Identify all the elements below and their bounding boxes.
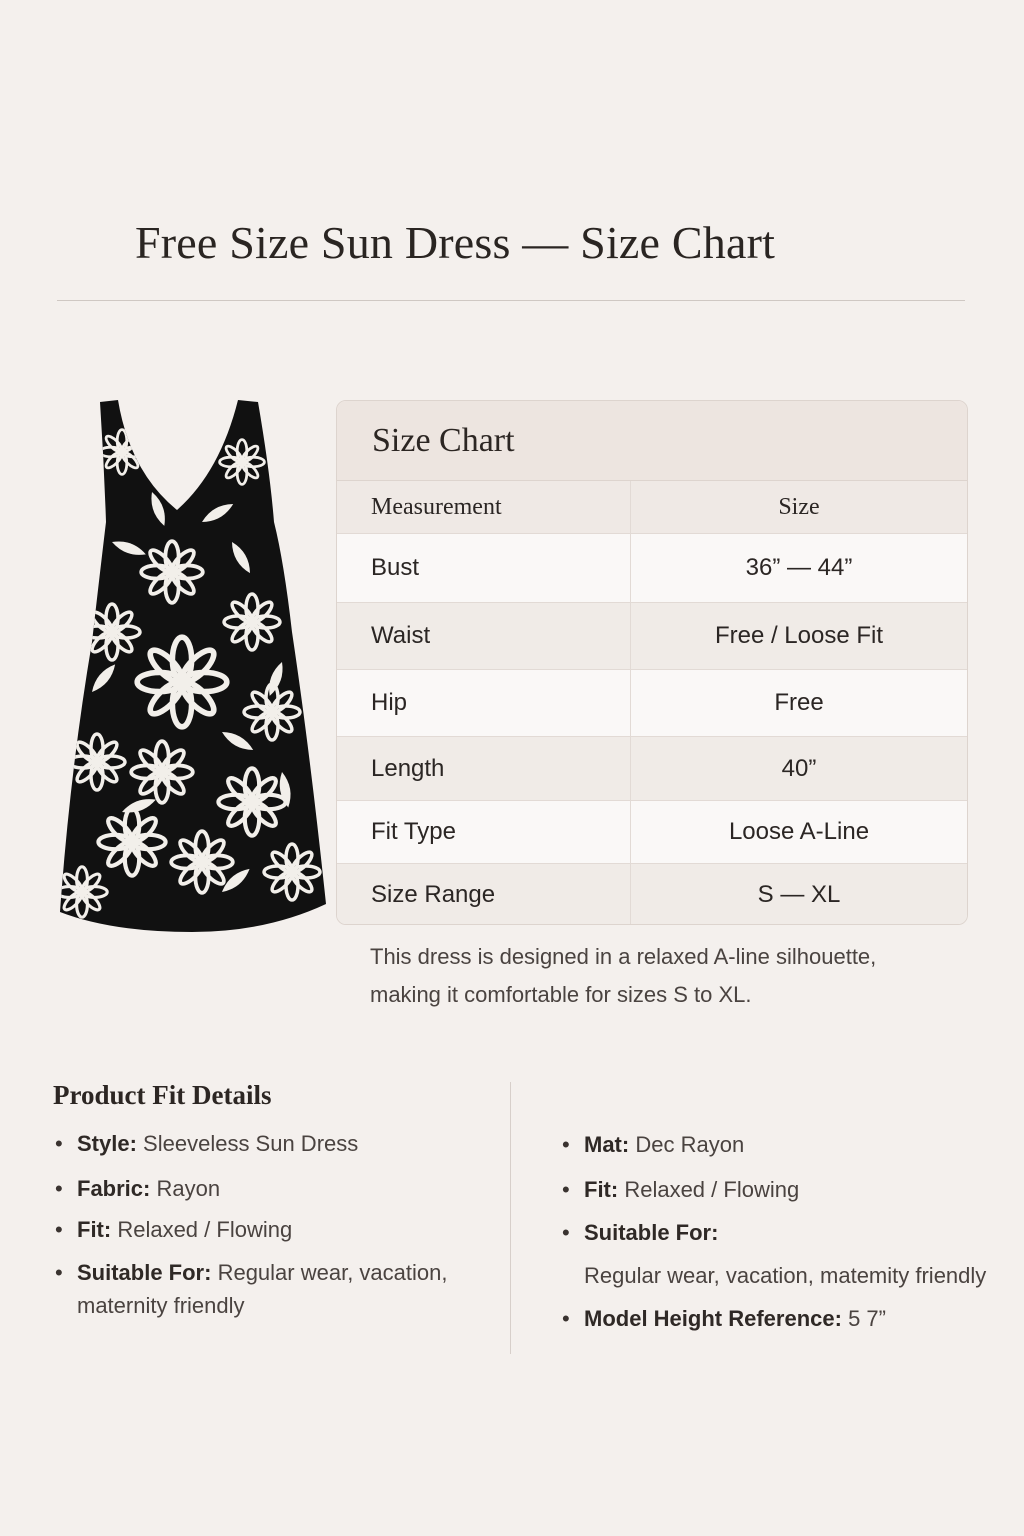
size-chart-title: Size Chart [372,421,515,459]
list-item [562,1302,886,1335]
detail-key: Model Height Reference: [584,1306,842,1331]
title-divider [57,300,965,301]
list-item [55,1213,293,1246]
size-cell: 40” [781,754,817,782]
table-row [337,801,967,864]
fit-note-line: making it comfortable for sizes S to XL. [370,982,752,1007]
table-row [337,737,967,801]
list-item [55,1256,448,1289]
fit-details-title: Product Fit Details [53,1080,272,1110]
detail-key: Fabric: [77,1176,151,1201]
fit-note [370,938,970,1014]
size-cell: Free / Loose Fit [714,622,884,649]
list-item-continuation [77,1289,245,1322]
list-item [562,1173,800,1206]
detail-key: Suitable For: [77,1260,212,1285]
table-row [337,603,967,670]
list-item [562,1216,719,1249]
measurement-cell: Fit Type [337,801,631,863]
bullet-icon: • [55,1176,63,1201]
size-chart-header [337,401,967,481]
measurement-cell: Hip [337,670,631,736]
detail-value: Relaxed / Flowing [624,1177,800,1202]
list-item [55,1127,359,1160]
detail-key: Suitable For: [584,1220,719,1245]
table-row [337,534,967,603]
bullet-icon: • [55,1131,63,1156]
measurement-cell: Bust [337,534,631,602]
column-divider [510,1082,511,1354]
detail-value: Relaxed / Flowing [117,1217,293,1242]
detail-value: Dec Rayon [635,1132,745,1157]
detail-value: Rayon [156,1176,221,1201]
measurement-cell: Length [337,737,631,800]
list-item [562,1128,745,1161]
dress-image [52,392,337,942]
detail-key: Mat: [584,1132,630,1157]
size-cell: 36” — 44” [745,554,853,581]
size-chart-card [336,400,968,925]
detail-key: Fit: [77,1217,112,1242]
bullet-icon: • [562,1306,570,1331]
size-cell: S — XL [757,880,841,908]
table-row [337,670,967,737]
detail-value: Sleeveless Sun Dress [143,1131,359,1156]
bullet-icon: • [562,1177,570,1202]
bullet-icon: • [55,1260,63,1285]
measurement-cell: Waist [337,603,631,669]
list-item [55,1172,221,1205]
detail-key: Style: [77,1131,137,1156]
detail-key: Fit: [584,1177,619,1202]
column-header-size: Size [778,493,820,520]
page-title: Free Size Sun Dress — Size Chart [135,217,776,268]
bullet-icon: • [562,1132,570,1157]
table-header-row [337,481,967,534]
list-item-continuation [584,1259,986,1292]
size-cell: Free [774,689,824,716]
detail-value: Regular wear, vacation, matemity friendly [584,1263,987,1288]
detail-value: maternity friendly [77,1293,245,1318]
table-row [337,864,967,925]
fit-note-line: This dress is designed in a relaxed A-line silhouette, [370,944,877,969]
column-header-measurement: Measurement [337,481,631,533]
measurement-cell: Size Range [337,864,631,925]
detail-value: 5 7” [848,1306,886,1331]
detail-value: Regular wear, vacation, [217,1260,448,1285]
size-cell: Loose A-Line [728,818,870,845]
bullet-icon: • [562,1220,570,1245]
bullet-icon: • [55,1217,63,1242]
